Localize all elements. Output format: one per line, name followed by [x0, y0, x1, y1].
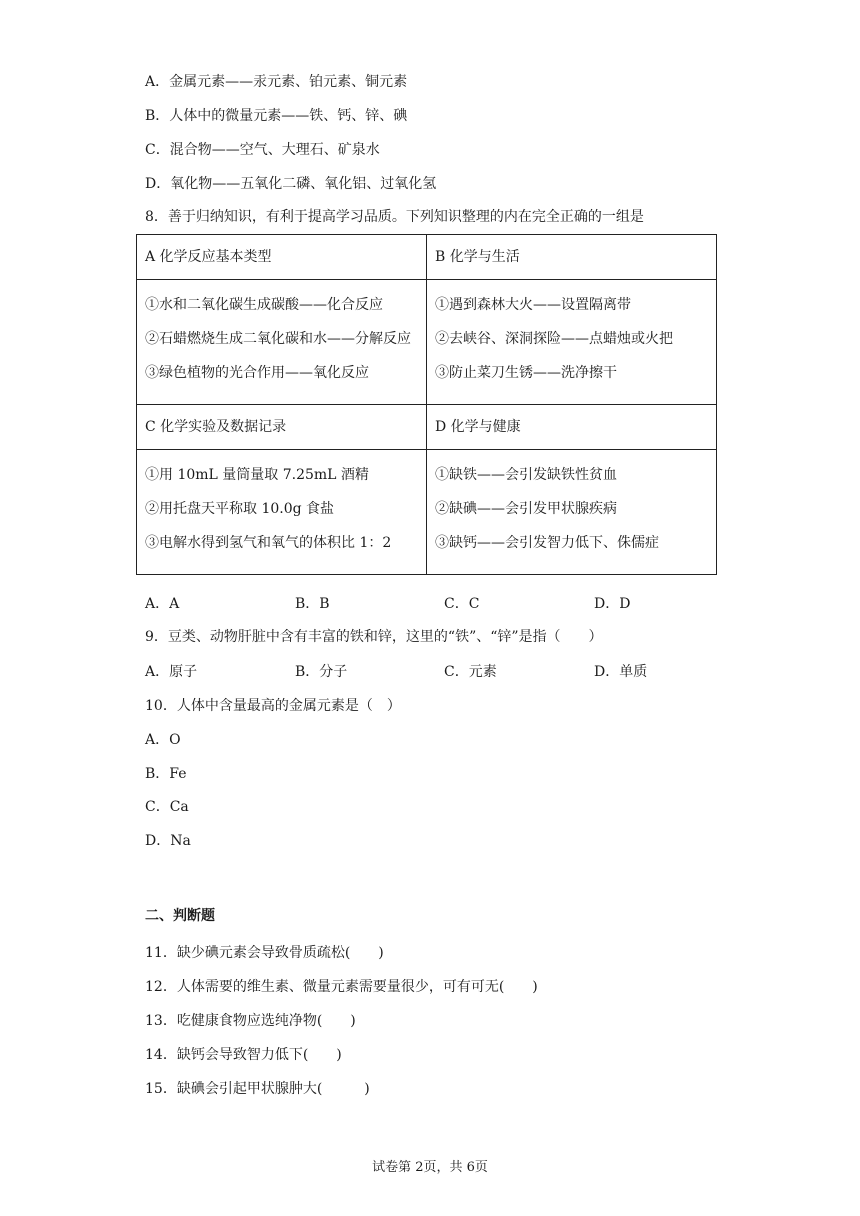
- q9-stem: 9．豆类、动物肝脏中含有丰富的铁和锌，这里的“铁”、“锌”是指（ ）: [145, 629, 603, 645]
- q15-statement: 15．缺碘会引起甲状腺肿大( ): [145, 1081, 370, 1097]
- q7-option-a: A．金属元素——汞元素、铂元素、铜元素: [145, 74, 408, 90]
- table-cell-c-items: [137, 450, 427, 575]
- table-item: ①缺铁——会引发缺铁性贫血: [435, 467, 617, 483]
- table-cell-c-title: C 化学实验及数据记录: [137, 405, 427, 450]
- q7-option-b: B．人体中的微量元素——铁、钙、锌、碘: [145, 108, 408, 124]
- q8-option-d[interactable]: D．D: [594, 596, 631, 612]
- q9-option-d[interactable]: D．单质: [594, 664, 648, 680]
- q10-stem: 10．人体中含量最高的金属元素是（ ）: [145, 698, 401, 714]
- q10-option-b[interactable]: B．Fe: [145, 766, 187, 782]
- table-cell-d-title: D 化学与健康: [427, 405, 717, 450]
- q13-statement: 13．吃健康食物应选纯净物( ): [145, 1013, 356, 1029]
- table-item: ①水和二氧化碳生成碳酸——化合反应: [145, 297, 383, 313]
- table-item: ③防止菜刀生锈——洗净擦干: [435, 365, 617, 381]
- q7-option-c: C．混合物——空气、大理石、矿泉水: [145, 142, 380, 158]
- q9-option-c[interactable]: C．元素: [444, 664, 497, 680]
- q10-option-a[interactable]: A．O: [145, 732, 181, 748]
- table-item: ③绿色植物的光合作用——氧化反应: [145, 365, 369, 381]
- q11-statement: 11．缺少碘元素会导致骨质疏松( ): [145, 945, 384, 961]
- page-footer: 试卷第 2页，共 6页: [372, 1160, 488, 1175]
- q10-option-c[interactable]: C．Ca: [145, 799, 189, 815]
- section-title-judgement: 二、判断题: [145, 908, 215, 924]
- q7-option-d: D．氧化物——五氧化二磷、氧化铝、过氧化氢: [145, 176, 437, 192]
- table-cell-a-items: [137, 280, 427, 405]
- table-item: ②去峡谷、深洞探险——点蜡烛或火把: [435, 331, 673, 347]
- table-item: ①用 10mL 量筒量取 7.25mL 酒精: [145, 467, 369, 483]
- table-item: ③电解水得到氢气和氧气的体积比 1：2: [145, 535, 392, 551]
- q12-statement: 12．人体需要的维生素、微量元素需要量很少，可有可无( ): [145, 979, 538, 995]
- q8-option-b[interactable]: B．B: [295, 596, 330, 612]
- q8-option-c[interactable]: C．C: [444, 596, 480, 612]
- q8-option-a[interactable]: A．A: [145, 596, 180, 612]
- q14-statement: 14．缺钙会导致智力低下( ): [145, 1047, 342, 1063]
- table-cell-d-items: [427, 450, 717, 575]
- q10-option-d[interactable]: D．Na: [145, 833, 191, 849]
- table-item: ②用托盘天平称取 10.0g 食盐: [145, 501, 335, 517]
- table-cell-b-items: [427, 280, 717, 405]
- table-item: ①遇到森林大火——设置隔离带: [435, 297, 631, 313]
- table-item: ②缺碘——会引发甲状腺疾病: [435, 501, 617, 517]
- q8-knowledge-table: [136, 234, 717, 575]
- table-item: ②石蜡燃烧生成二氧化碳和水——分解反应: [145, 331, 411, 347]
- table-item: ③缺钙——会引发智力低下、侏儒症: [435, 535, 659, 551]
- table-cell-a-title: A 化学反应基本类型: [137, 235, 427, 280]
- q8-stem: 8．善于归纳知识，有利于提高学习品质。下列知识整理的内在完全正确的一组是: [145, 209, 644, 225]
- q9-option-a[interactable]: A．原子: [145, 664, 198, 680]
- table-cell-b-title: B 化学与生活: [427, 235, 717, 280]
- q9-option-b[interactable]: B．分子: [295, 664, 348, 680]
